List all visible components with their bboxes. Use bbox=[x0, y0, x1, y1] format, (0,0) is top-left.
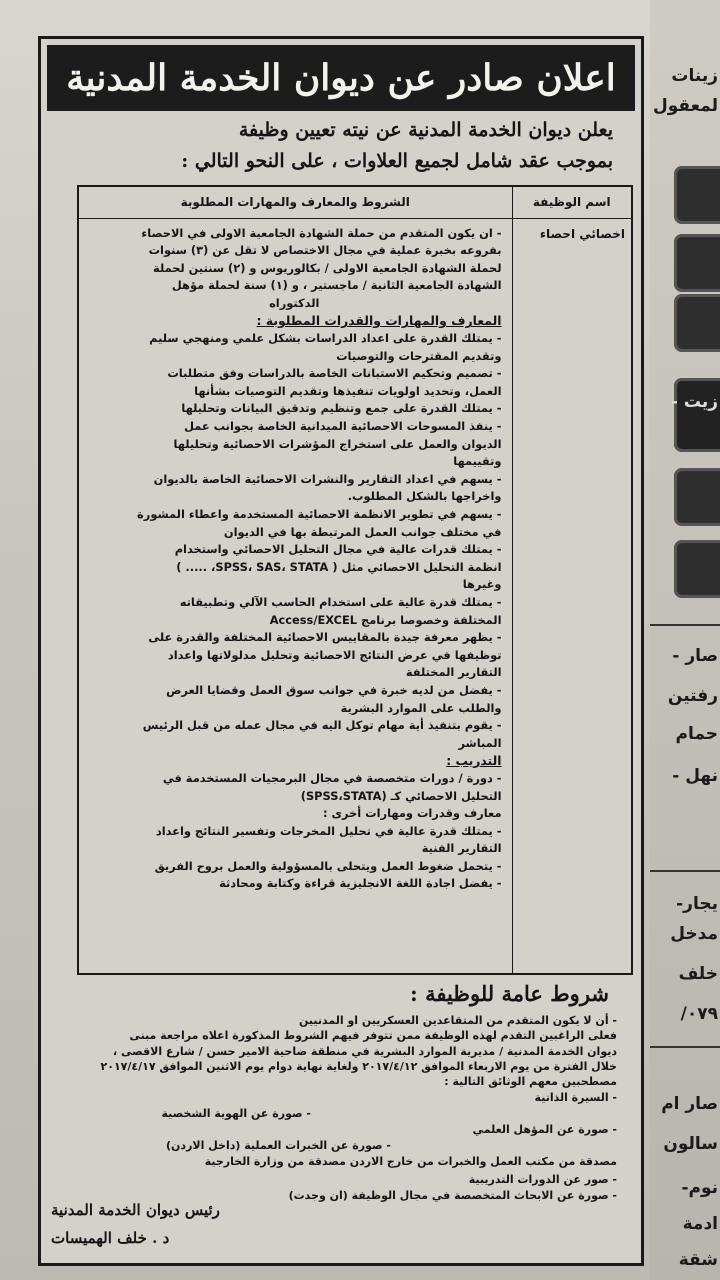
side-ad-block bbox=[674, 294, 720, 352]
condition-line: خلال الفترة من يوم الاربعاء الموافق ٢٠١٧/٤/١٢ ولغاية نهاية دوام يوم الاثنين الموافق ٢٠١٧/٤/١٧ bbox=[100, 1059, 617, 1073]
requirement-line: - يسهم في تطوير الانظمة الاحصائية المستخدمة واعطاء المشورة bbox=[137, 507, 502, 521]
requirement-line: - يسهم في اعداد التقارير والنشرات الاحصائية الخاصة بالديوان bbox=[153, 471, 502, 486]
side-ad-block bbox=[674, 166, 720, 224]
requirement-line: معارف وقدرات ومهارات أخرى : bbox=[323, 806, 502, 821]
side-fragment: نوم- bbox=[681, 1178, 718, 1198]
side-ad-block bbox=[674, 234, 720, 292]
table-row bbox=[78, 218, 632, 974]
side-fragment: صار ام bbox=[661, 1094, 718, 1114]
requirement-line: التقارير الفنية bbox=[421, 841, 502, 856]
requirement-line: في مختلف جوانب العمل المرتبطة بها في الديوان bbox=[223, 524, 502, 539]
requirement-line: - يفضل من لديه خبرة في جوانب سوق العمل وقضايا العرض bbox=[166, 682, 502, 697]
requirement-line: انظمة التحليل الاحصائي مثل ( SPSS، SAS، STATA، ..... ) bbox=[176, 559, 502, 574]
requirement-line: وتقديم المقترحات والتوصيات bbox=[336, 348, 502, 363]
side-fragment: خلف bbox=[678, 964, 718, 984]
side-fragment: رفتين bbox=[667, 686, 718, 706]
side-divider bbox=[650, 1046, 720, 1048]
requirement-line: التقارير المختلفة bbox=[405, 665, 502, 680]
column-header-requirements: الشروط والمعارف والمهارات المطلوبة bbox=[78, 186, 512, 218]
requirement-line: - يظهر معرفة جيدة بالمقاييس الاحصائية المختلفة والقدرة على bbox=[148, 630, 502, 645]
requirement-line: - يفضل اجادة اللغة الانجليزية قراءة وكتابة ومحادثة bbox=[219, 876, 502, 891]
intro-line: بموجب عقد شامل لجميع العلاوات ، على النحو التالي : bbox=[181, 150, 613, 172]
general-conditions-title: شروط عامة للوظيفة : bbox=[410, 981, 609, 1006]
adjacent-column bbox=[650, 0, 720, 1280]
section-heading: التدريب : bbox=[446, 753, 502, 769]
side-ad-block bbox=[674, 540, 720, 598]
side-fragment: صار - bbox=[672, 646, 718, 666]
condition-line: فعلى الراغبين التقدم لهذه الوظيفة ممن تتوفر فيهم الشروط المذكورة اعلاه مراجعة مبنى bbox=[129, 1029, 617, 1043]
requirement-line: واخراجها بالشكل المطلوب. bbox=[347, 489, 502, 504]
signature-title: رئيس ديوان الخدمة المدنية bbox=[51, 1201, 220, 1219]
requirement-line: بفروعه بخبرة عملية في مجال الاختصاص لا تقل عن (٣) سنوات bbox=[148, 243, 502, 258]
requirement-line: المباشر bbox=[458, 735, 502, 750]
side-fragment: زيت - bbox=[670, 392, 718, 412]
side-fragment: شقة bbox=[678, 1250, 718, 1270]
requirement-line: الشهادة الجامعية الثانية / ماجستير ، و (١) سنة لحملة مؤهل bbox=[171, 278, 502, 293]
side-ad-block bbox=[674, 468, 720, 526]
job-title-cell: اخصائي احصاء bbox=[512, 218, 632, 974]
requirement-line: العمل، وتحديد اولويات تنفيذها وتقديم التوصيات بشأنها bbox=[194, 383, 502, 398]
document-item: - صورة عن الهوية الشخصية bbox=[161, 1107, 311, 1120]
requirement-line: وغيرها bbox=[462, 577, 502, 592]
requirement-line: المختلفة وخصوصا برنامج Access/EXCEL bbox=[269, 612, 502, 627]
column-header-job: اسم الوظيفة bbox=[512, 186, 632, 218]
requirement-line: - يمتلك القدرة على اعداد الدراسات بشكل علمي ومنهجي سليم bbox=[149, 331, 502, 346]
side-fragment: نهل - bbox=[672, 766, 718, 786]
side-fragment: لمعقول bbox=[652, 96, 718, 116]
requirement-line: وتقييمها bbox=[453, 454, 502, 469]
requirement-line: - يمتلك قدرة عالية على استخدام الحاسب الآلي وتطبيقاته bbox=[179, 594, 502, 609]
requirement-line: - يمتلك القدرة على جمع وتنظيم وتدقيق البيانات وتحليلها bbox=[181, 401, 502, 416]
document-item: - السيرة الذاتية bbox=[534, 1091, 617, 1104]
requirement-line: لحملة الشهادة الجامعية الاولى / بكالوريوس و (٢) سنتين لحملة bbox=[153, 260, 502, 275]
requirements-cell bbox=[78, 218, 512, 974]
intro-line: يعلن ديوان الخدمة المدنية عن نيته تعيين وظيفة bbox=[238, 119, 613, 141]
signature-name: د . خلف الهميسات bbox=[51, 1229, 170, 1247]
requirement-line: - يمتلك قدرات عالية في مجال التحليل الاحصائي واستخدام bbox=[174, 542, 502, 557]
side-fragment: مدخل bbox=[670, 924, 718, 944]
requirement-line: الدكتوراه bbox=[269, 295, 320, 310]
requirement-line: توظيفها في عرض النتائج الاحصائية وتحليل مدلولاتها واعداد bbox=[167, 647, 502, 662]
requirement-line: والطلب على الموارد البشرية bbox=[340, 700, 502, 715]
document-note: مصدقة من مكتب العمل والخبرات من خارج الاردن مصدقة من وزارة الخارجية bbox=[204, 1155, 617, 1168]
side-fragment: يجار- bbox=[676, 894, 718, 914]
document-item: - صورة عن الخبرات العملية (داخل الاردن) bbox=[166, 1139, 391, 1152]
job-table bbox=[77, 185, 633, 975]
requirement-line: - دورة / دورات متخصصة في مجال البرمجيات المستخدمة في bbox=[162, 770, 502, 785]
requirement-line: - ينفذ المسوحات الاحصائية الميدانية الخاصة بجوانب عمل bbox=[184, 419, 502, 434]
condition-line: - أن لا يكون المتقدم من المتقاعدين العسكريين او المدنيين bbox=[298, 1014, 617, 1027]
requirement-line: الديوان والعمل على استخراج المؤشرات الاحصائية وتحليلها bbox=[173, 436, 502, 451]
condition-line: مصطحبين معهم الوثائق التالية : bbox=[444, 1075, 617, 1089]
requirement-line: - ان يكون المتقدم من حملة الشهادة الجامعية الاولى في الاحصاء bbox=[141, 225, 502, 240]
requirement-line: التحليل الاحصائي كـ (SPSS،STATA) bbox=[300, 788, 502, 803]
requirement-line: - يمتلك قدرة عالية في تحليل المخرجات وتفسير النتائج واعداد bbox=[155, 823, 502, 838]
side-fragment: سالون bbox=[663, 1134, 718, 1154]
side-divider bbox=[650, 870, 720, 872]
side-divider bbox=[650, 624, 720, 626]
requirement-line: - تصميم وتحكيم الاستبانات الخاصة بالدراسات وفق متطلبات bbox=[167, 366, 502, 381]
job-advertisement bbox=[38, 36, 644, 1266]
document-item: - صورة عن الابحاث المتخصصة في مجال الوظيفة (ان وجدت) bbox=[288, 1189, 617, 1202]
document-item: - صورة عن المؤهل العلمي bbox=[472, 1123, 617, 1136]
side-fragment: حمام bbox=[675, 724, 718, 744]
requirement-line: - يتحمل ضغوط العمل ويتحلى بالمسؤولية والعمل بروح الفريق bbox=[154, 858, 502, 873]
requirement-line: - يقوم بتنفيذ أية مهام توكل اليه في مجال عمله من قبل الرئيس bbox=[142, 718, 502, 733]
side-fragment: ٠٧٩/ bbox=[680, 1004, 718, 1024]
condition-line: ديوان الخدمة المدنية / مديرية الموارد البشرية في منطقة ضاحية الامير حسن / شارع الاقصى ، bbox=[113, 1044, 617, 1058]
ad-title: اعلان صادر عن ديوان الخدمة المدنية bbox=[47, 45, 635, 111]
general-conditions bbox=[55, 1013, 617, 1089]
side-fragment: زينات bbox=[671, 66, 718, 86]
side-ad-block bbox=[674, 378, 720, 452]
section-heading: المعارف والمهارات والقدرات المطلوبة : bbox=[256, 313, 502, 329]
side-fragment: ادمة bbox=[682, 1214, 718, 1234]
document-item: - صور عن الدورات التدريبية bbox=[468, 1173, 617, 1186]
